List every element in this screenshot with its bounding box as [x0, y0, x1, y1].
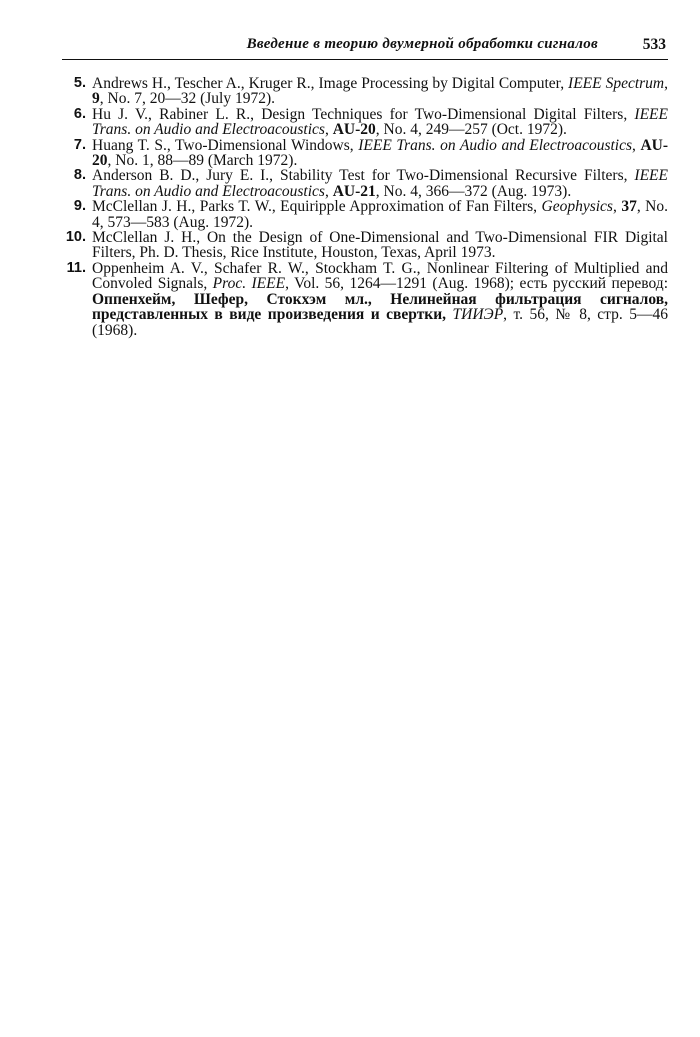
reference-item [52, 230, 668, 261]
reference-number: 5. [73, 75, 86, 91]
text-run: McClellan J. H., Parks T. W., Equiripple Approximation of Fan Filters, [92, 198, 542, 216]
text-run: , No. 1, 88—89 (March 1972). [107, 152, 298, 170]
reference-number: 6. [73, 105, 86, 122]
reference-item [52, 138, 668, 169]
text-run: , No. 4, 366—372 (Aug. 1973). [375, 182, 572, 200]
text-run: , [324, 182, 333, 200]
text-run: , т. 56, № 8, стр. 5—46 (1968). [92, 306, 668, 339]
italic-run: IEEE Spectrum [568, 75, 665, 92]
reference-text [92, 199, 668, 230]
italic-run: Geophysics [541, 198, 613, 216]
reference-text [92, 230, 668, 261]
reference-text [92, 261, 668, 338]
italic-run: ТИИЭР [452, 306, 504, 324]
italic-run: IEEE Trans. on Audio and Electroacoustics [92, 167, 668, 200]
text-run: Huang T. S., Two-Dimensional Windows, [92, 136, 359, 154]
reference-item [52, 168, 668, 199]
reference-item [52, 76, 668, 107]
bold-run: AU-20 [92, 136, 669, 170]
bold-run: 9 [92, 90, 100, 108]
header-rule [62, 59, 668, 60]
text-run: , No. 4, 573—583 (Aug. 1972). [92, 198, 669, 231]
bold-run: Оппенхейм, Шефер, Стокхэм мл., Нелинейная фильтрация сигналов, представленных в виде произведения и свертки, [92, 290, 668, 324]
reference-number: 7. [73, 136, 86, 153]
reference-list [52, 76, 668, 338]
reference-number: 9. [73, 198, 86, 215]
running-header [62, 36, 668, 60]
text-run: , [664, 75, 669, 92]
text-run: Hu J. V., Rabiner L. R., Design Techniques for Two-Dimensional Digital Filters, [92, 105, 635, 123]
reference-text [92, 76, 668, 107]
reference-text [92, 107, 668, 138]
bold-run: AU-20 [332, 121, 376, 139]
text-run: , No. 4, 249—257 (Oct. 1972). [375, 121, 567, 139]
reference-number: 8. [73, 167, 86, 184]
reference-text [92, 138, 668, 169]
text-run: Andrews H., Tescher A., Kruger R., Image Processing by Digital Computer, [92, 75, 569, 92]
reference-item [52, 261, 668, 338]
text-run: , No. 7, 20—32 (July 1972). [99, 90, 275, 108]
bold-run: AU-21 [332, 182, 376, 200]
reference-item [52, 107, 668, 138]
italic-run: IEEE Trans. on Audio and Electroacoustics [358, 136, 633, 154]
reference-number: 11. [66, 259, 86, 276]
bold-run: 37 [621, 198, 637, 216]
reference-number: 10. [65, 229, 86, 246]
text-run: Anderson B. D., Jury E. I., Stability Test for Two-Dimensional Recursive Filters, [92, 167, 635, 185]
text-run: , Vol. 56, 1264—1291 (Aug. 1968); есть русский перевод: [285, 275, 668, 293]
text-run: , [324, 121, 333, 139]
reference-item [52, 199, 668, 230]
reference-text [92, 168, 668, 199]
italic-run: Proc. IEEE [212, 275, 286, 293]
page-number: 533 [642, 36, 666, 53]
text-run: , [632, 136, 641, 154]
italic-run: IEEE Trans. on Audio and Electroacoustics [92, 105, 668, 139]
text-run: McClellan J. H., On the Design of One-Dimensional and Two-Dimensional FIR Digital Filters, Ph. D. Thesis, Rice Institute, Houston, Texas, April 1973. [92, 229, 668, 262]
running-title: Введение в теорию двумерной обработки сигналов [246, 36, 598, 52]
text-run: Oppenheim A. V., Schafer R. W., Stockham T. G., Nonlinear Filtering of Multiplied and Convoled Signals, [92, 259, 668, 293]
text-run: , [612, 198, 622, 216]
